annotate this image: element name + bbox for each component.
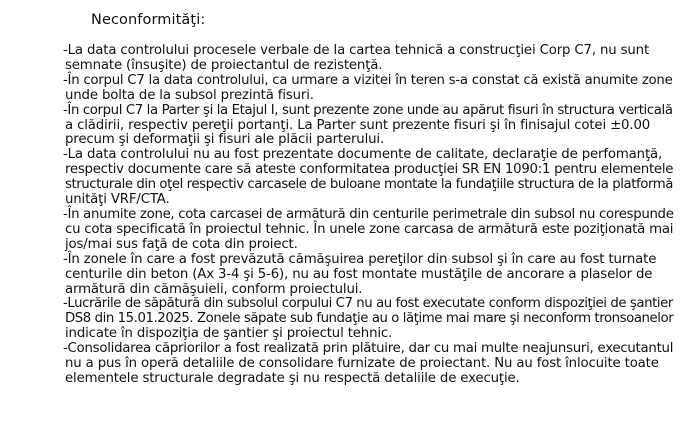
item-line: -Consolidarea căpriorilor a fost realizată prin plătuire, dar cu mai multe neajunsuri, executantul (63, 341, 674, 357)
item-line: unităţi VRF/CTA. (65, 192, 170, 208)
item-line: jos/mai sus faţă de cota din proiect. (65, 236, 298, 252)
section-heading: Neconformităţi: (91, 12, 206, 28)
nonconformity-item (63, 44, 675, 74)
item-line: -La data controlului procesele verbale de la cartea tehnică a construcţiei Corp C7, nu sunt (63, 43, 650, 58)
nonconformity-item (63, 74, 675, 104)
nonconformity-item (63, 208, 675, 253)
item-line: a clădirii, respectiv pereţii portanţi. La Parter sunt prezente fisuri şi în finisajul cotei ±0.00 (65, 117, 651, 133)
item-line: centurile din beton (Ax 3-4 şi 5-6), nu au fost montate mustăţile de ancorare a plaselor de (65, 266, 653, 282)
nonconformity-item (63, 104, 675, 149)
item-line: -În anumite zone, cota carcasei de armătură din centurile perimetrale din subsol nu corespunde (63, 206, 674, 222)
item-line: nu a pus în operă detaliile de consolidare furnizate de proiectant. Nu au fost înlocuite toate (65, 356, 659, 372)
nonconformity-item (63, 148, 675, 208)
item-line: -Lucrările de săpătură din subsolul corpului C7 nu au fost executate conform dispoziţiei de şantier (63, 296, 673, 312)
item-line: elementele structurale degradate şi nu respectă detaliile de execuţie. (65, 370, 520, 386)
item-line: -La data controlului nu au fost prezentate documente de calitate, declaraţie de perfomanţă, (63, 147, 663, 163)
nonconformity-item (63, 253, 675, 298)
item-line: -În corpul C7 la data controlului, ca urmare a vizitei în teren s-a constat că există anumite zone (63, 72, 673, 88)
nonconformity-item (63, 297, 675, 342)
item-line: indicate în dispoziţia de şantier şi proiectul tehnic. (65, 326, 393, 342)
item-line: structurale din oţel respectiv carcasele de buloane montate la fundaţiile structura de la platformă (65, 177, 673, 193)
item-line: DS8 din 15.01.2025. Zonele săpate sub fundaţie au o lăţime mai mare şi neconform tronsoanelor (65, 311, 674, 327)
nonconformity-item (63, 342, 675, 387)
item-line: unde bolta de la subsol prezintă fisuri. (65, 87, 314, 103)
item-line: semnate (însuşite) de proiectantul de rezistenţă. (65, 57, 383, 73)
nonconformity-list (63, 44, 675, 387)
item-line: -În zonele în care a fost prevăzută cămăşuirea pereţilor din subsol şi în care au fost turnate (63, 251, 657, 267)
item-line: respectiv documente care să ateste conformitatea producţiei SR EN 1090:1 pentru elementele (65, 162, 674, 178)
item-line: armătură din cămăşuieli, conform proiectului. (65, 281, 363, 297)
item-line: -În corpul C7 la Parter şi la Etajul I, sunt prezente zone unde au apărut fisuri în structura verticală (63, 102, 673, 118)
item-line: cu cota specificată în proiectul tehnic. În unele zone carcasa de armătură este poziţionată mai (65, 221, 674, 237)
item-line: precum şi deformaţii şi fisuri ale plăcii parterului. (65, 132, 385, 148)
